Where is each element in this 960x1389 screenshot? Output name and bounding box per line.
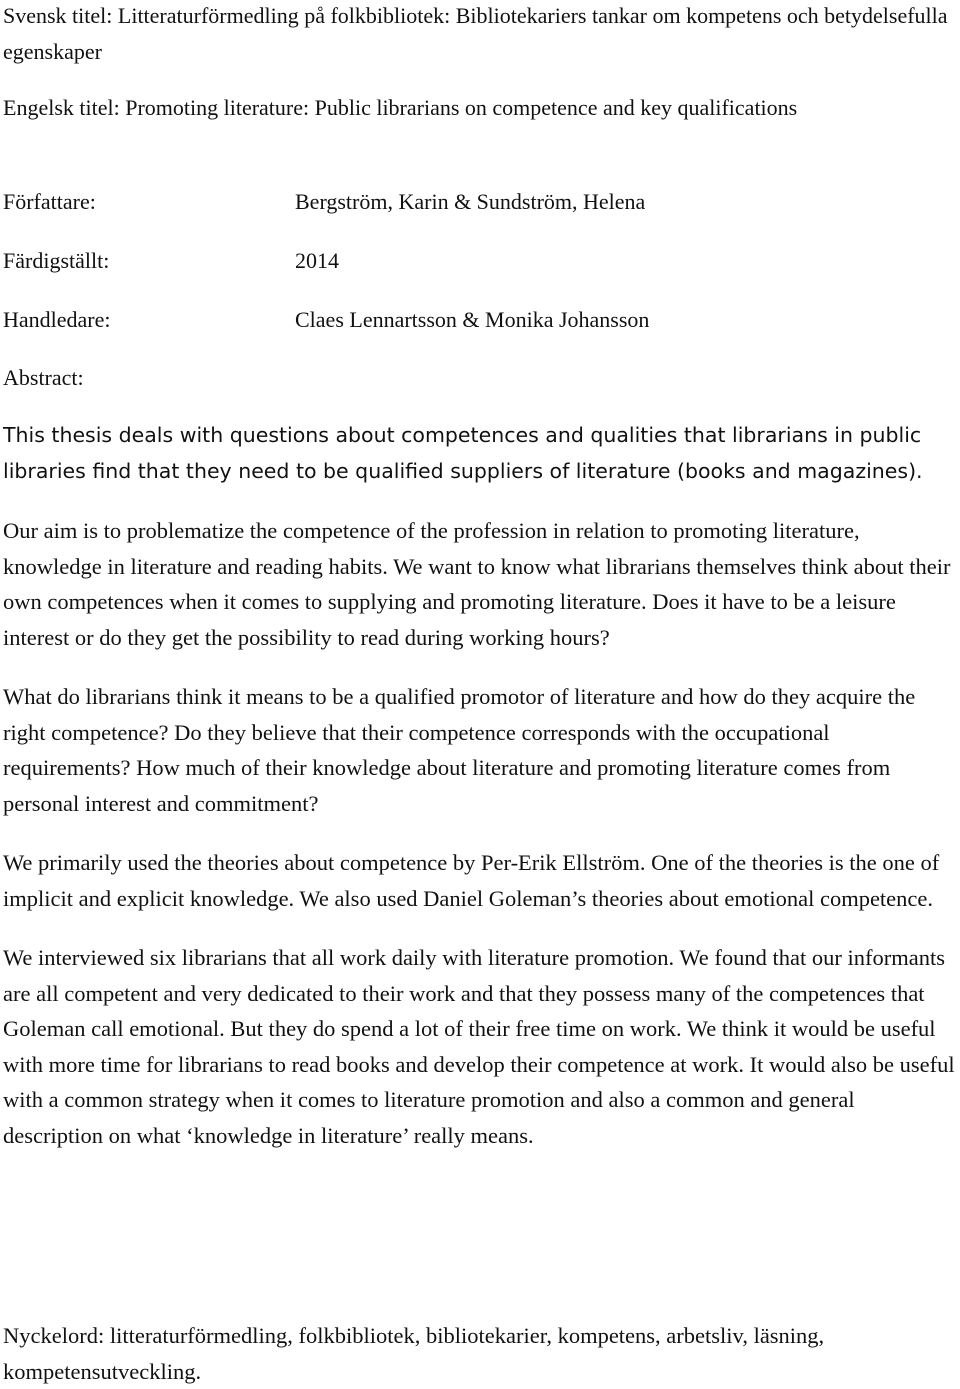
abstract-heading: Abstract:: [3, 365, 84, 390]
abstract-paragraph: We interviewed six librarians that all work daily with literature promotion. We found that our informants are all competent and very dedicated to their work and that they possess many of the competences that Goleman call emotional. But they do spend a lot of their free time on work. We think it would be useful with more time for librarians to read books and develop their competence at work. It would also be useful with a common strategy when it comes to literature promotion and also a common and general description on what ‘knowledge in literature’ really means.: [3, 945, 955, 1148]
abstract-paragraph: This thesis deals with questions about competences and qualities that librarians in public libraries find that they need to be qualified suppliers of literature (books and magazines).: [3, 423, 923, 483]
author-label: Författare:: [3, 189, 96, 214]
supervisor-value: Claes Lennartsson & Monika Johansson: [295, 307, 650, 332]
abstract-paragraph: What do librarians think it means to be a qualified promotor of literature and how do they acquire the right competence? Do they believe that their competence corresponds with the occupational requirements? How much of their knowledge about literature and promoting literature comes from personal interest and commitment?: [3, 684, 916, 816]
author-value: Bergström, Karin & Sundström, Helena: [295, 189, 646, 214]
supervisor-label: Handledare:: [3, 307, 111, 332]
keywords: Nyckelord: litteraturförmedling, folkbibliotek, bibliotekarier, kompetens, arbetsliv, läsning, kompetensutveckling.: [3, 1323, 825, 1384]
swedish-title: Svensk titel: Litteraturförmedling på folkbibliotek: Bibliotekariers tankar om kompetens och betydelsefulla egenskaper: [3, 3, 948, 64]
english-title: Engelsk titel: Promoting literature: Public librarians on competence and key qualifications: [3, 95, 798, 120]
abstract-body: [3, 418, 955, 1177]
supervisor-row: [3, 302, 955, 338]
completed-row: [3, 243, 955, 279]
author-row: [3, 184, 955, 220]
abstract-paragraph: We primarily used the theories about competence by Per-Erik Ellström. One of the theories is the one of implicit and explicit knowledge. We also used Daniel Goleman’s theories about emotional competence.: [3, 850, 940, 911]
completed-label: Färdigställt:: [3, 248, 110, 273]
abstract-paragraph: Our aim is to problematize the competence of the profession in relation to promoting literature, knowledge in literature and reading habits. We want to know what librarians themselves think about their own competences when it comes to supplying and promoting literature. Does it have to be a leisure interest or do they get the possibility to read during working hours?: [3, 518, 951, 650]
completed-value: 2014: [295, 248, 339, 273]
